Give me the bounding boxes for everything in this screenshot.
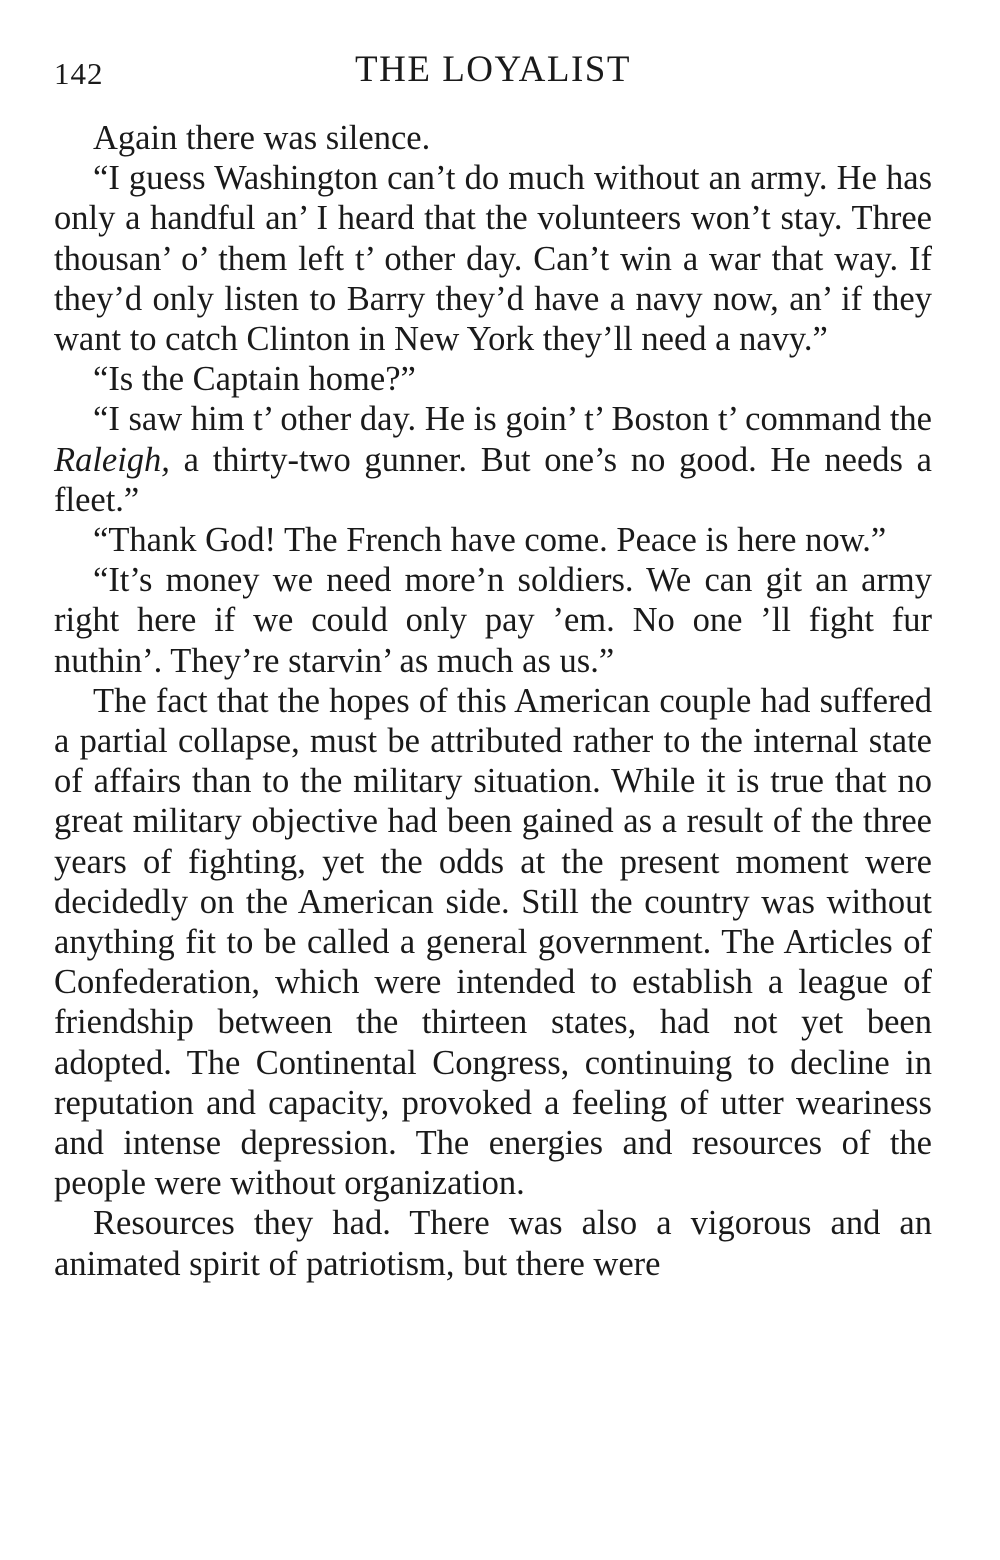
paragraph-french-arrival: “Thank God! The French have come. Peace is here now.” [93, 521, 887, 560]
ship-name-raleigh: Raleigh, [54, 440, 170, 479]
body-text [54, 118, 932, 1284]
paragraph-captain-question: “Is the Captain home?” [93, 360, 416, 399]
paragraph-narrative-affairs: The fact that the hopes of this American couple had suffered a partial collapse, must be attributed rather to the internal state of affairs than to the military situation. While it is true that no great military objective had been gained as a result of the three years of fighting, yet the odds at the present moment were decidedly on the American side. Still the country was without anything fit to be called a general government. The Articles of Confederation, which were intended to establish a league of friendship between the thirteen states, had not yet been adopted. The Continental Congress, continuing to decline in reputation and capacity, provoked a feeling of utter weariness and intense depression. The energies and resources of the people were without organization. [54, 681, 932, 1203]
paragraph-captain-boston-after: a thirty-two gunner. But one’s no good. He needs a fleet.” [54, 440, 932, 519]
paragraph-captain-boston [54, 399, 932, 520]
paragraph-silence: Again there was silence. [93, 119, 431, 157]
page-number: 142 [54, 56, 104, 91]
running-head: THE LOYALIST [355, 49, 631, 90]
paragraph-resources: Resources they had. There was also a vigorous and an animated spirit of patriotism, but there were [54, 1204, 932, 1283]
paragraph-captain-boston-before: “I saw him t’ other day. He is goin’ t’ Boston t’ command the [93, 400, 932, 439]
book-page [54, 48, 932, 1508]
paragraph-washington-army: “I guess Washington can’t do much without an army. He has only a handful an’ I heard that the volunteers won’t stay. Three thousan’ o’ them left t’ other day. Can’t win a war that way. If they’d only listen to Barry they’d have a navy now, an’ if they want to catch Clinton in New York they’ll need a navy.” [54, 159, 932, 359]
page-header [54, 48, 932, 96]
paragraph-money-soldiers: “It’s money we need more’n soldiers. We can git an army right here if we could only pay ’em. No one ’ll fight fur nuthin’. They’re starvin’ as much as us.” [54, 561, 932, 680]
